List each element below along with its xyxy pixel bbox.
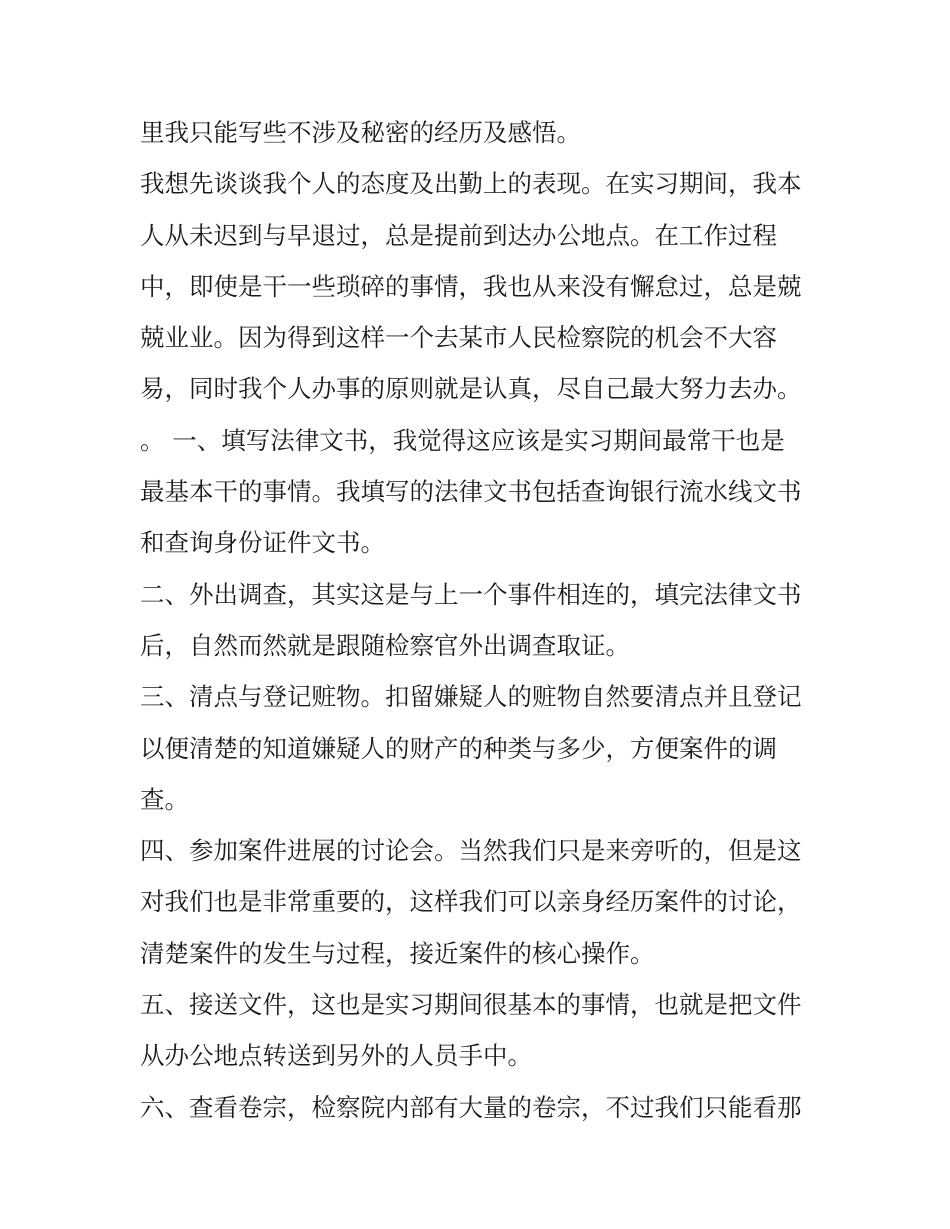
text-line: 易，同时我个人办事的原则就是认真，尽自己最大努力去办。 <box>140 374 802 404</box>
text-line: 清楚案件的发生与过程，接近案件的核心操作。 <box>140 938 655 968</box>
text-line: 六、查看卷宗，检察院内部有大量的卷宗，不过我们只能看那 <box>140 1092 802 1122</box>
text-line: 以便清楚的知道嫌疑人的财产的种类与多少，方便案件的调 <box>140 733 777 763</box>
text-line: 。 一、填写法律文书，我觉得这应该是实习期间最常干也是 <box>140 425 785 455</box>
text-line: 兢业业。因为得到这样一个去某市人民检察院的机会不大容 <box>140 323 777 353</box>
text-line: 三、清点与登记赃物。扣留嫌疑人的赃物自然要清点并且登记 <box>140 682 802 712</box>
text-line: 四、参加案件进展的讨论会。当然我们只是来旁听的，但是这 <box>140 836 802 866</box>
text-line: 对我们也是非常重要的，这样我们可以亲身经历案件的讨论， <box>140 887 802 917</box>
text-line: 最基本干的事情。我填写的法律文书包括查询银行流水线文书 <box>140 477 802 507</box>
text-line: 五、接送文件，这也是实习期间很基本的事情，也就是把文件 <box>140 990 802 1020</box>
text-line: 二、外出调查，其实这是与上一个事件相连的，填完法律文书 <box>140 579 802 609</box>
text-line: 中，即使是干一些琐碎的事情，我也从来没有懈怠过，总是兢 <box>140 271 802 301</box>
text-line: 从办公地点转送到另外的人员手中。 <box>140 1041 532 1071</box>
text-line: 后，自然而然就是跟随检察官外出调查取证。 <box>140 630 630 660</box>
text-line: 查。 <box>140 784 189 814</box>
document-body <box>140 107 820 1133</box>
text-line: 我想先谈谈我个人的态度及出勤上的表现。在实习期间，我本 <box>140 169 802 199</box>
text-line: 和查询身份证件文书。 <box>140 528 385 558</box>
text-line: 人从未迟到与早退过，总是提前到达办公地点。在工作过程 <box>140 220 777 250</box>
text-line: 里我只能写些不涉及秘密的经历及感悟。 <box>140 118 581 147</box>
